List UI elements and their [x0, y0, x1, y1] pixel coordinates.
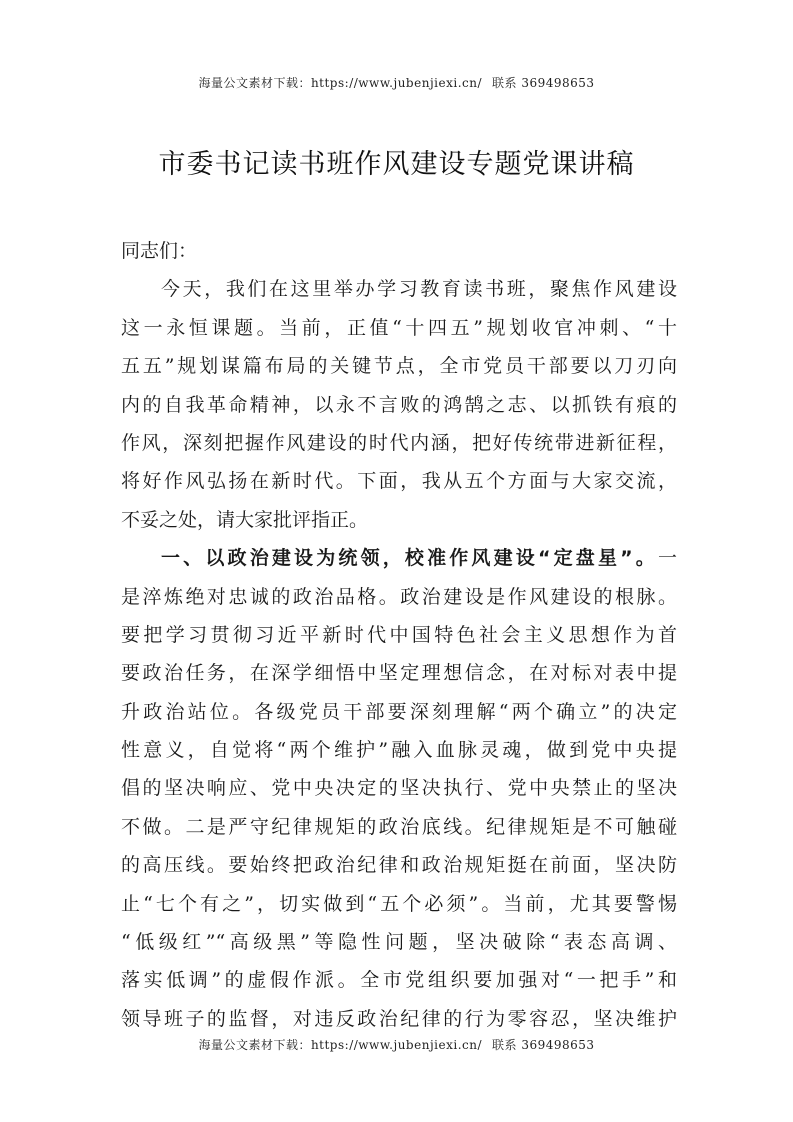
document-body — [121, 232, 677, 1038]
section1-line-4: 升政治站位。各级党员干部要深刻理解“两个确立”的决定 — [121, 700, 677, 723]
section1-heading-tail: 一 — [657, 547, 677, 570]
section1-line-5: 性意义，自觉将“两个维护”融入血脉灵魂，做到党中央提 — [121, 739, 677, 762]
intro-line-5: 作风，深刻把握作风建设的时代内涵，把好传统带进新征程， — [121, 431, 677, 454]
section1-heading: 一、以政治建设为统领，校准作风建设“定盘星”。 — [161, 547, 658, 570]
salutation: 同志们： — [121, 240, 198, 262]
section1-line-12: 领导班子的监督，对违反政治纪律的行为零容忍，坚决维护 — [121, 1007, 677, 1030]
section1-line-2: 要把学习贯彻习近平新时代中国特色社会主义思想作为首 — [121, 623, 677, 646]
section1-line-8: 的高压线。要始终把政治纪律和政治规矩挺在前面，坚决防 — [121, 854, 677, 877]
footer-contact: 联系 369498653 — [492, 1038, 595, 1052]
section1-line-3: 要政治任务，在深学细悟中坚定理想信念，在对标对表中提 — [121, 662, 677, 685]
header-contact: 联系 369498653 — [492, 76, 595, 90]
section1-line-11: 落实低调”的虚假作派。全市党组织要加强对“一把手”和 — [121, 969, 677, 992]
header-download-text: 海量公文素材下载：https://www.jubenjiexi.cn/ — [198, 76, 483, 90]
intro-line-1: 今天，我们在这里举办学习教育读书班，聚焦作风建设 — [161, 278, 677, 301]
section1-heading-line — [121, 539, 677, 577]
footer-download-text: 海量公文素材下载：https://www.jubenjiexi.cn/ — [198, 1038, 483, 1052]
section1-line-6: 倡的坚决响应、党中央决定的坚决执行、党中央禁止的坚决 — [121, 777, 677, 800]
intro-line-3: 五五”规划谋篇布局的关键节点，全市党员干部要以刀刃向 — [121, 355, 677, 378]
intro-line-7: 不妥之处，请大家批评指正。 — [121, 508, 369, 531]
document-title: 市委书记读书班作风建设专题党课讲稿 — [158, 149, 635, 180]
section1-line-7: 不做。二是严守纪律规矩的政治底线。纪律规矩是不可触碰 — [121, 815, 677, 838]
section1-line-1: 是淬炼绝对忠诚的政治品格。政治建设是作风建设的根脉。 — [121, 585, 677, 608]
page-header — [0, 74, 793, 91]
page-footer — [0, 1036, 793, 1053]
intro-line-6: 将好作风弘扬在新时代。下面，我从五个方面与大家交流， — [121, 470, 677, 493]
intro-line-2: 这一永恒课题。当前，正值“十四五”规划收官冲刺、“十 — [121, 316, 677, 339]
section1-line-10: “低级红”“高级黑”等隐性问题，坚决破除“表态高调、 — [121, 931, 677, 954]
intro-line-4: 内的自我革命精神，以永不言败的鸿鹄之志、以抓铁有痕的 — [121, 393, 677, 416]
section1-line-9: 止“七个有之”，切实做到“五个必须”。当前，尤其要警惕 — [121, 892, 677, 915]
